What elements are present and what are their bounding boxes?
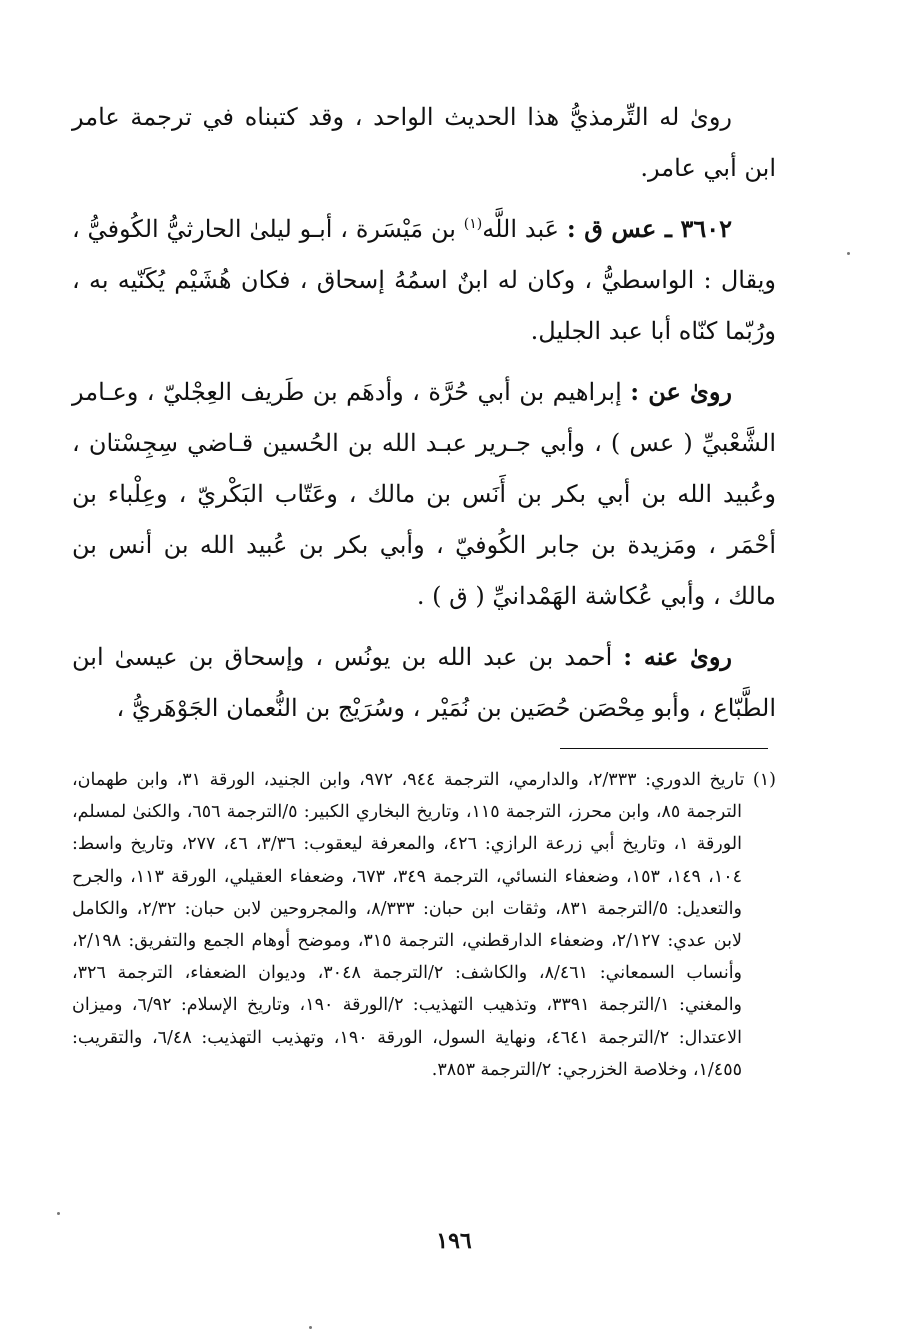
page-number: ١٩٦: [436, 1228, 472, 1254]
paragraph-text: روىٰ له التِّرمذيُّ هذا الحديث الواحد ، وقد كتبناه في ترجمة عامر ابن أبي عامر.: [72, 103, 776, 182]
footnote-item: [72, 764, 776, 1086]
scan-speck: [847, 252, 850, 255]
narrated-from-text: إبراهيم بن أبي حُرَّة ، وأدهَم بن طَريف العِجْليّ ، وعـامر الشَّعْبيِّ ( عس ) ، وأبي جـرير عبـد الله بن الحُسين قـاضي سِجِسْتان ، وعُبيد الله بن أبي بكر بن أَنَس بن مالك ، وعَتّاب البَكْريّ ، وعِلْباء بن أحْمَر ، ومَزيدة بن جابر الكُوفيّ ، وأبي بكر بن عُبيد الله بن أنس بن مالك ، وأبي عُكاشة الهَمْدانيِّ ( ق ) .: [72, 378, 776, 610]
narrated-from-heading: روىٰ عن :: [630, 377, 732, 406]
narrated-by-text: أحمد بن عبد الله بن يونُس ، وإسحاق بن عيسىٰ ابن الطَّبّاع ، وأبو مِحْصَن حُصَين بن نُمَيْر ، وسُرَيْج بن النُّعمان الجَوْهَريُّ ،: [72, 643, 776, 722]
biography-entry: ٣٦٠٢ ـ عس ق : عَبد اللَّه$^{(١)}$ بن مَيْسَرة ، أبـو ليلىٰ الحارثيُّ الكُوفيُّ ، ويقال : الواسطيُّ ، وكان له ابنٌ اسمُهُ إسحاق ، فكان هُشَيْم يُكَنّيه به ، ورُبّما كنّاه أبا عبد الجليل.: [72, 214, 776, 345]
footnote-text: تاريخ الدوري: ٢/٣٣٣، والدارمي، الترجمة ٩٤٤، ٩٧٢، وابن الجنيد، الورقة ٣١، وابن طهمان، الترجمة ٨٥، وابن محرز، الترجمة ١١٥، وتاريخ البخاري الكبير: ٥/الترجمة ٦٥٦، والكنىٰ لمسلم، الورقة ١، وتاريخ أبي زرعة الرازي: ٤٢٦، والمعرفة ليعقوب: ٣/٣٦، ٤٦، ٢٧٧، وتاريخ واسط: ١٠٤، ١٤٩، ١٥٣، وضعفاء النسائي، الترجمة ٣٤٩، ٦٧٣، وضعفاء العقيلي، الورقة ١١٣، والجرح والتعديل: ٥/الترجمة ٨٣١، وثقات ابن حبان: ٨/٣٣٣، والمجروحين لابن حبان: ٢/٣٢، والكامل لابن عدي: ٢/١٢٧، وضعفاء الدارقطني، الترجمة ٣١٥، وموضح أوهام الجمع والتفريق: ٢/١٩٨، وأنساب السمعاني: ٨/٤٦١، والكاشف: ٢/الترجمة ٣٠٤٨، وديوان الضعفاء، الترجمة ٣٢٦، والمغني: ١/الترجمة ٣٣٩١، وتذهيب التهذيب: ٢/الورقة ١٩٠، وتاريخ الإسلام: ٦/٩٢، وميزان الاعتدال: ٢/الترجمة ٤٦٤١، ونهاية السول، الورقة ١٩٠، وتهذيب التهذيب: ٦/٤٨، والتقريب: ١/٤٥٥، وخلاصة الخزرجي: ٢/الترجمة ٣٨٥٣.: [72, 770, 745, 1080]
entry-text: بن مَيْسَرة ، أبـو ليلىٰ الحارثيُّ الكُوفيُّ ، ويقال : الواسطيُّ ، وكان له ابنٌ اسمُهُ إسحاق ، فكان هُشَيْم يُكَنّيه به ، ورُبّما كنّاه أبا عبد الجليل.: [72, 215, 776, 345]
scan-speck: [57, 1212, 60, 1215]
scan-speck: [309, 1326, 312, 1329]
paragraph-transmission-note: [72, 92, 776, 194]
footnotes-section: [72, 764, 776, 1086]
footnote-separator: [560, 748, 768, 749]
narrated-by-heading: روىٰ عنه :: [623, 642, 733, 671]
footnote-reference: (١): [463, 216, 483, 232]
narrated-from-paragraph: [72, 366, 776, 622]
main-text: [72, 92, 776, 743]
entry-name: عَبد اللَّه: [482, 215, 560, 243]
footnote-marker: (١): [752, 770, 776, 790]
narrated-by-paragraph: [72, 631, 776, 734]
entry-number: ٣٦٠٢: [680, 214, 733, 243]
entry-codes: عس ق :: [566, 214, 657, 243]
